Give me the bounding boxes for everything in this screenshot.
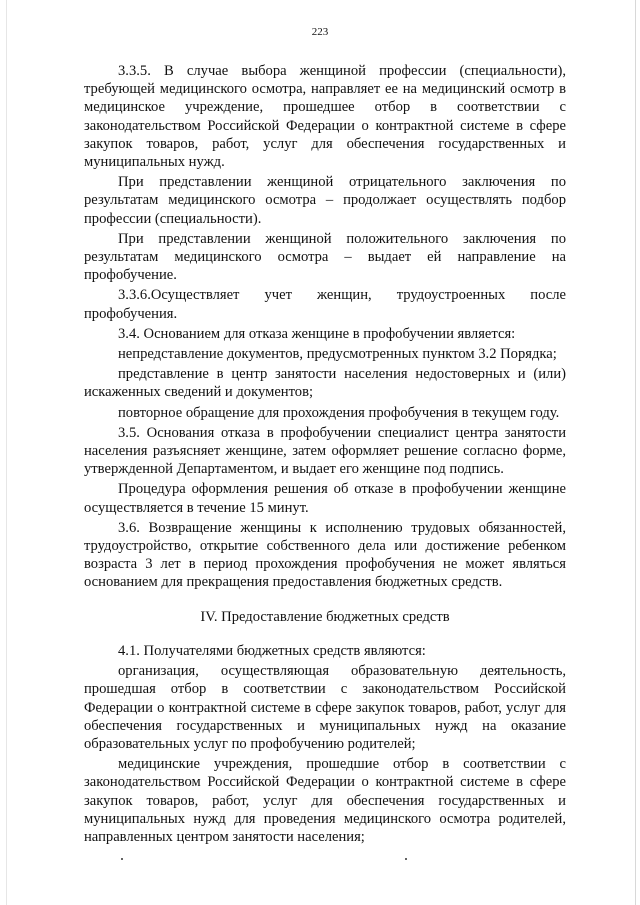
paragraph-positive-conclusion: При представлении женщиной положительного заключения по результатам медицинского осмотра – выдает ей направление на профобучение. [84,230,566,284]
paragraph-refusal-reason-1: непредставление документов, предусмотренных пунктом 3.2 Порядка; [118,346,557,363]
paragraph-refusal-procedure: Процедура оформления решения об отказе в профобучении женщине осуществляется в течение 15 минут. [84,481,566,516]
paragraph-negative-conclusion: При представлении женщиной отрицательного заключения по результатам медицинского осмотра – продолжает осуществлять подбор профессии (специальности). [84,174,566,227]
scan-edge-left [6,0,7,905]
scan-edge-right [635,0,636,905]
paragraph-3-3-6: 3.3.6.Осуществляет учет женщин, трудоустроенных после профобучения. [84,287,566,322]
paragraph-recipient-organization: организация, осуществляющая образовательную деятельность, прошедшая отбор в соответствии с законодательством Российской Федерации о контрактной системе в сфере закупок товаров, работ, услуг для обеспечения государственных и муниципальных нужд на оказание образовательных услуг по профобучению родителей; [84,663,566,752]
paragraph-3-5: 3.5. Основания отказа в профобучении специалист центра занятости населения разъясняет женщине, затем оформляет решение согласно форме, утвержденной Департаментом, и выдает его женщине под подпись. [84,424,566,478]
scan-speck [121,858,123,860]
paragraph-refusal-reason-2: представление в центр занятости населения недостоверных и (или) искаженных сведений и документов; [84,366,566,401]
section-heading: IV. Предоставление бюджетных средств [200,608,450,625]
paragraph-recipient-medical: медицинские учреждения, прошедшие отбор в соответствии с законодательством Российской Федерации о контрактной системе в сфере закупок товаров, работ, услуг для обеспечения государственных и муниципальных нужд для проведения медицинского осмотра родителей, направленных центром занятости населения; [84,756,566,845]
paragraph-3-3-5: 3.3.5. В случае выбора женщиной профессии (специальности), требующей медицинского осмотра, направляет ее на медицинский осмотр в медицинское учреждение, прошедшее отбор в соответствии с законодательством Российской Федерации о контрактной системе в сфере закупок товаров, работ, услуг для обеспечения государственных и муниципальных нужд. [84,63,566,171]
paragraph-3-6: 3.6. Возвращение женщины к исполнению трудовых обязанностей, трудоустройство, открытие собственного дела или достижение ребенком возраста 3 лет в период прохождения профобучения не может являться основанием для прекращения предоставления бюджетных средств. [84,519,566,591]
paragraph-refusal-reason-3: повторное обращение для прохождения профобучения в текущем году. [118,404,560,421]
document-body [84,62,566,846]
page-number: 223 [311,26,329,38]
paragraph-4-1: 4.1. Получателями бюджетных средств являются: [118,642,426,659]
scan-speck [405,858,407,860]
paragraph-3-4: 3.4. Основанием для отказа женщине в профобучении является: [118,325,516,342]
